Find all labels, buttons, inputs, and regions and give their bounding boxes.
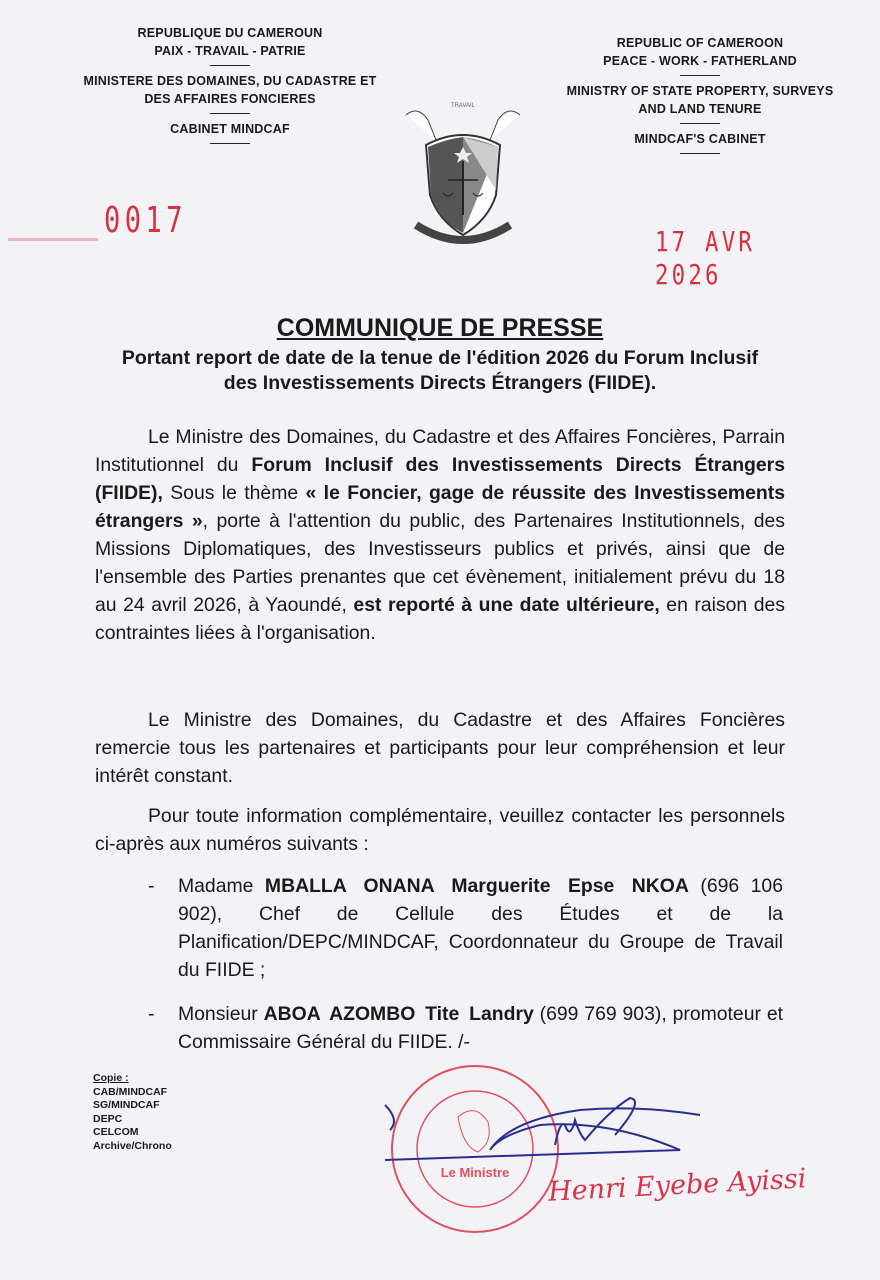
contact-name: ABOA AZOMBO Tite Landry bbox=[263, 1003, 534, 1025]
date-stamp: 17 AVR 2026 bbox=[655, 225, 756, 291]
postponement-notice: est reporté à une date ultérieure, bbox=[353, 594, 660, 616]
divider bbox=[210, 65, 250, 66]
republic-name-fr: REPUBLIQUE DU CAMEROUN bbox=[137, 26, 323, 40]
copies-list bbox=[93, 1072, 172, 1153]
copy-recipient: DEPC bbox=[93, 1112, 123, 1125]
text: Sous le thème bbox=[162, 482, 306, 504]
divider bbox=[210, 113, 250, 114]
divider bbox=[680, 123, 720, 124]
title-block bbox=[0, 313, 880, 396]
header-right bbox=[555, 34, 845, 160]
reference-number-stamp bbox=[8, 200, 187, 241]
motto-fr: PAIX - TRAVAIL - PATRIE bbox=[154, 44, 306, 58]
signatory-name: Henri Eyebe Ayissi bbox=[547, 1163, 808, 1208]
contact-details: (696 106 902), Chef de Cellule des Études et de la Planification/DEPC/MINDCAF, Coordonnateur du Groupe de Travail du FIIDE ; bbox=[178, 875, 783, 981]
contact-name: MBALLA ONANA Marguerite Epse NKOA bbox=[264, 875, 689, 897]
ministry-name-fr: MINISTERE DES DOMAINES, DU CADASTRE ET DES AFFAIRES FONCIERES bbox=[83, 74, 377, 106]
copy-recipient: CAB/MINDCAF bbox=[93, 1085, 168, 1098]
coat-of-arms-icon bbox=[398, 95, 528, 245]
republic-name-en: REPUBLIC OF CAMEROON bbox=[616, 36, 784, 50]
bullet: - bbox=[148, 875, 155, 897]
contact-item bbox=[148, 872, 783, 984]
paragraph-contact-intro: Pour toute information complémentaire, veuillez contacter les personnels ci-après aux numéros suivants : bbox=[95, 805, 785, 855]
seal-center-text: Le Ministre bbox=[440, 1165, 510, 1180]
copy-recipient: CELCOM bbox=[93, 1126, 139, 1138]
cabinet-fr: CABINET MINDCAF bbox=[170, 122, 290, 136]
svg-text:TRAVAIL: TRAVAIL bbox=[450, 103, 476, 109]
title-prefix: Monsieur bbox=[178, 1003, 264, 1025]
paragraph-announcement bbox=[95, 423, 785, 647]
copy-recipient: SG/MINDCAF bbox=[93, 1099, 160, 1111]
contact-item bbox=[148, 1000, 783, 1056]
motto-en: PEACE - WORK - FATHERLAND bbox=[603, 54, 797, 68]
text: , porte à l'attention du public, des Partenaires Institutionnels, des Missions Diplomatiques, des Investisseurs publics et privés, ainsi que de l'ensemble des Parties prenantes que cet évènement, initialement prévu du 18 au 24 avril 2026, à Yaoundé, bbox=[95, 510, 785, 616]
theme: « le Foncier, gage de réussite des Investissements étrangers » bbox=[95, 482, 785, 532]
copy-recipient: Archive/Chrono bbox=[93, 1139, 172, 1152]
divider bbox=[210, 143, 250, 144]
document-subtitle: Portant report de date de la tenue de l'édition 2026 du Forum Inclusif des Investissements Directs Étrangers (FIIDE). bbox=[121, 347, 759, 394]
stamp-prefix-faded bbox=[8, 208, 98, 241]
paragraph-thanks: Le Ministre des Domaines, du Cadastre et des Affaires Foncières remercie tous les partenaires et participants pour leur compréhension et leur intérêt constant. bbox=[95, 709, 785, 787]
text: en raison des contraintes liées à l'organisation. bbox=[95, 594, 785, 644]
ministry-name-en: MINISTRY OF STATE PROPERTY, SURVEYS AND LAND TENURE bbox=[566, 84, 834, 116]
title-prefix: Madame bbox=[178, 875, 265, 897]
header-left bbox=[70, 24, 390, 150]
document-title: COMMUNIQUE DE PRESSE bbox=[276, 314, 604, 342]
cabinet-en: MINDCAF'S CABINET bbox=[634, 132, 766, 146]
forum-name: Forum Inclusif des Investissements Directs Étrangers (FIIDE), bbox=[95, 454, 786, 504]
bullet: - bbox=[148, 1003, 155, 1025]
contact-details: (699 769 903), promoteur et Commissaire Général du FIIDE. /- bbox=[178, 1003, 783, 1053]
signature-scribble bbox=[380, 1080, 740, 1180]
text: Le Ministre des Domaines, du Cadastre et des Affaires Foncières, Parrain Institutionnel du bbox=[95, 426, 785, 476]
copies-label: Copie : bbox=[93, 1072, 129, 1084]
divider bbox=[680, 153, 720, 154]
reference-number: 0017 bbox=[104, 200, 188, 241]
divider bbox=[680, 75, 720, 76]
